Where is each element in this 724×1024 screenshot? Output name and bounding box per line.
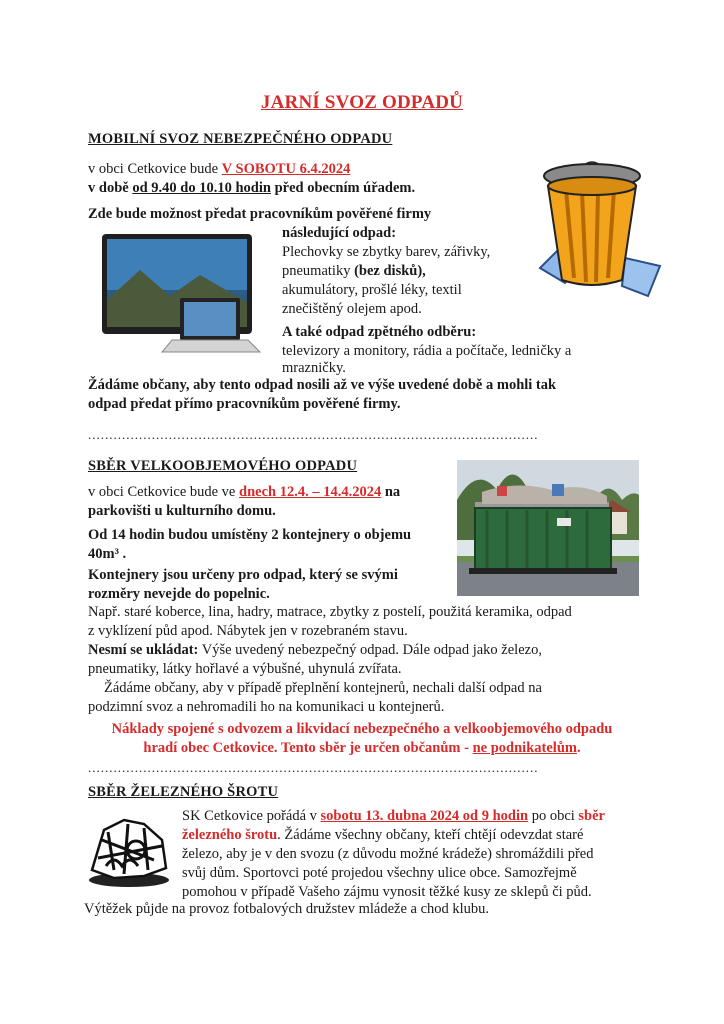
s1-l6b: (bez disků),	[354, 263, 426, 279]
s3-line-2	[182, 826, 583, 845]
trash-can-illustration	[530, 148, 670, 303]
s3-date: sobotu 13. dubna 2024 od 9 hodin	[320, 808, 529, 824]
s1-date: V SOBOTU 6.4.2024	[221, 161, 351, 177]
divider-2: ..........................................................................................................	[88, 760, 539, 775]
section-heading-hazardous: MOBILNÍ SVOZ NEBEZPEČNÉHO ODPADU	[88, 131, 393, 147]
s3-l2b: . Žádáme všechny občany, kteří chtějí odevzdat staré	[277, 827, 584, 843]
s2-line-11: Žádáme občany, aby v případě přeplnění kontejnerů, nechali další odpad na	[104, 680, 542, 696]
s1-line-12: Žádáme občany, aby tento odpad nosili až ve výše uvedené době a mohli tak	[88, 377, 557, 393]
s2-line-12: podzimní svoz a nehromadili ho na komunikaci u kontejnerů.	[88, 699, 445, 715]
s3-line-5: pomohou v případě Vašeho zájmu vynosit těžké kusy ze sklepů či půd.	[182, 884, 592, 900]
s1-line-3: Zde bude možnost předat pracovníkům pověřené firmy	[88, 206, 432, 222]
s2-date: dnech 12.4. – 14.4.2024	[239, 484, 382, 500]
s3-l1c: po obci	[528, 808, 579, 824]
computer-monitor-laptop-illustration	[100, 230, 275, 358]
s1-line-1	[88, 160, 350, 179]
s1-line-6	[282, 262, 426, 281]
section-heading-bulky: SBĚR VELKOOBJEMOVÉHO ODPADU	[88, 458, 358, 474]
scrap-metal-illustration	[84, 810, 174, 890]
s2-line-4: 40m³ .	[88, 546, 127, 562]
s3-line-6: Výtěžek půjde na provoz fotbalových družstev mládeže a chod klubu.	[84, 901, 490, 917]
s1-l2-post: před obecním úřadem.	[270, 180, 416, 196]
s2-l9b: Výše uvedený nebezpečný odpad. Dále odpad jako železo,	[198, 642, 542, 658]
s1-line-13: odpad předat přímo pracovníkům pověřené firmy.	[88, 396, 401, 412]
s2-line-8: z vyklízení půd apod. Nábytek jen v rozebraném stavu.	[88, 623, 408, 639]
s1-line-2	[88, 179, 415, 198]
s2-line-2: parkovišti u kulturního domu.	[88, 503, 276, 519]
s2-line-6: rozměry nevejde do popelnic.	[88, 586, 270, 602]
s1-l1-pre: v obci Cetkovice bude	[88, 161, 222, 177]
s1-line-11: mrazničky.	[282, 360, 346, 376]
s3-l1d: sběr	[578, 808, 605, 824]
s1-l6a: pneumatiky	[282, 263, 355, 279]
s1-line-10: televizory a monitory, rádia a počítače, ledničky a	[282, 343, 572, 359]
s2-line-9	[88, 641, 542, 660]
s3-scrap-label: železného šrotu	[182, 827, 278, 843]
cost-note-2a: hradí obec Cetkovice. Tento sběr je určen občanům -	[143, 740, 473, 756]
s2-line-5: Kontejnery jsou určeny pro odpad, který se svými	[88, 567, 398, 583]
page-title: JARNÍ SVOZ ODPADŮ	[260, 92, 464, 113]
cost-note-2c: .	[576, 740, 581, 756]
s2-line-10: pneumatiky, látky hořlavé a výbušné, uhynulá zvířata.	[88, 661, 402, 677]
s1-line-5: Plechovky se zbytky barev, zářivky,	[282, 244, 491, 260]
s1-time: od 9.40 do 10.10 hodin	[132, 180, 271, 196]
cost-note-not-business: ne podnikatelům	[472, 740, 577, 756]
section-heading-scrap: SBĚR ŽELEZNÉHO ŠROTU	[88, 784, 279, 800]
s2-l1-pre: v obci Cetkovice bude ve	[88, 484, 239, 500]
s1-line-7: akumulátory, prošlé léky, textil	[282, 282, 462, 298]
s2-line-1	[88, 483, 400, 502]
s1-l2-pre: v době	[88, 180, 133, 196]
divider-1: ..........................................................................................................	[88, 427, 539, 442]
s3-line-1	[182, 807, 605, 826]
s3-line-3: železo, aby je v den svozu (z důvodu možné krádeže) shromáždili před	[182, 846, 594, 862]
s2-line-7: Např. staré koberce, lina, hadry, matrace, zbytky z postelí, použitá keramika, odpad	[88, 604, 572, 620]
s2-l1-post: na	[381, 484, 401, 500]
s1-line-9: A také odpad zpětného odběru:	[282, 324, 477, 340]
cost-note-line-1: Náklady spojené s odvozem a likvidací nebezpečného a velkoobjemového odpadu	[111, 721, 613, 737]
s1-line-8: znečištěný olejem apod.	[282, 301, 422, 317]
container-photo	[457, 460, 639, 596]
s2-line-3: Od 14 hodin budou umístěny 2 kontejnery o objemu	[88, 527, 412, 543]
cost-note-line-2	[0, 739, 724, 758]
s3-line-4: svůj dům. Sportovci poté projedou všechny ulice obce. Samozřejmě	[182, 865, 577, 881]
s3-l1a: SK Cetkovice pořádá v	[182, 808, 321, 824]
s1-line-4: následující odpad:	[282, 225, 397, 241]
s2-forbidden-label: Nesmí se ukládat:	[88, 642, 199, 658]
